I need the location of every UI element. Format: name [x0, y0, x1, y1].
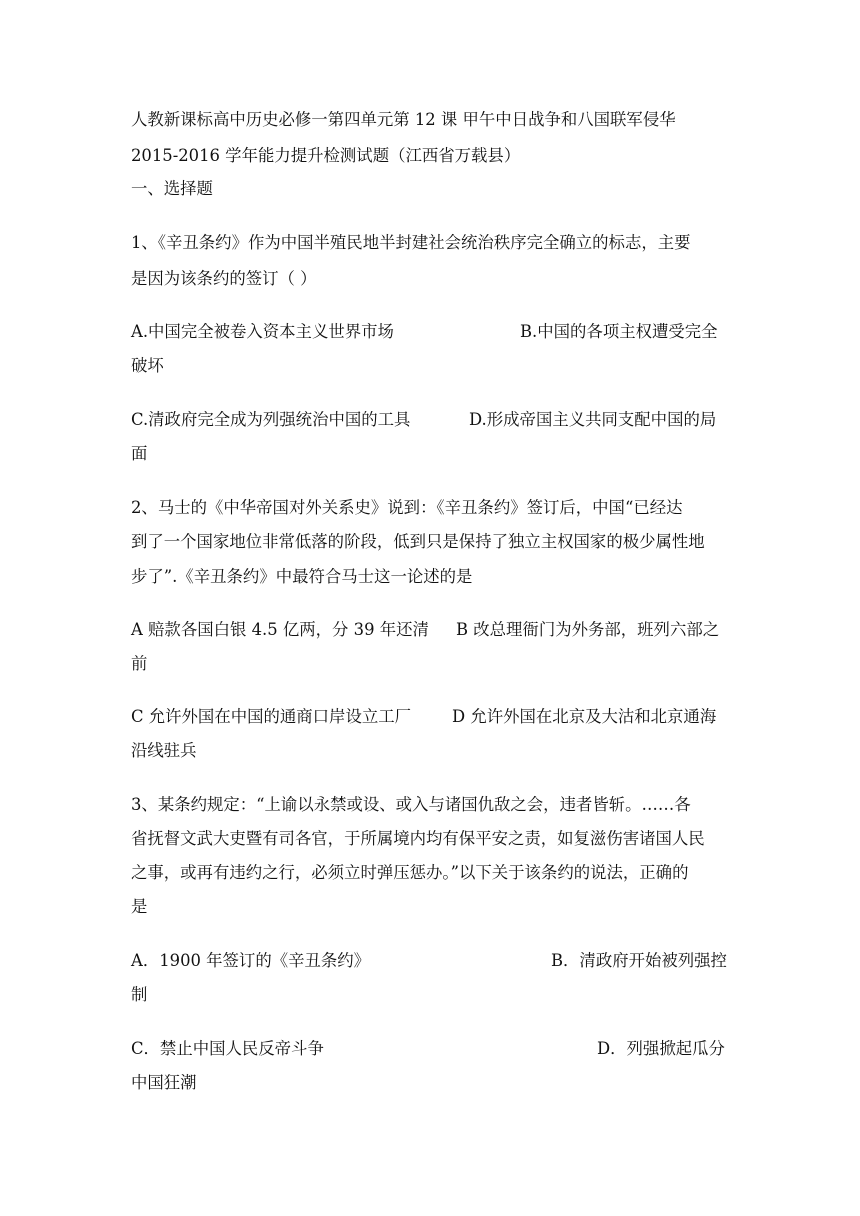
- question-2-option-d: D 允许外国在北京及大沽和北京通海: [452, 707, 717, 726]
- question-1-option-c: C.清政府完全成为列强统治中国的工具: [131, 410, 411, 429]
- question-3-option-b: B．清政府开始被列强控: [551, 951, 727, 970]
- section-heading: 一、选择题: [131, 179, 213, 198]
- question-1-stem-line-2: 是因为该条约的签订（ ）: [131, 269, 317, 288]
- question-3-stem-line-3: 之事，或再有违约之行，必须立时弹压惩办。”以下关于该条约的说法，正确的: [131, 863, 689, 882]
- question-1-option-b: B.中国的各项主权遭受完全: [520, 322, 718, 341]
- question-3-stem-line-2: 省抚督文武大吏暨有司各官，于所属境内均有保平安之责，如复滋伤害诸国人民: [131, 829, 705, 848]
- question-3-stem-line-1: 3、某条约规定：“上谕以永禁或设、或入与诸国仇敌之会，违者皆斩。……各: [131, 795, 691, 814]
- question-2-option-b: B 改总理衙门为外务部，班列六部之: [456, 620, 720, 639]
- question-2-stem-line-1: 2、马士的《中华帝国对外关系史》说到：《辛丑条约》签订后，中国“已经达: [131, 498, 683, 517]
- question-2-option-c: C 允许外国在中国的通商口岸设立工厂: [131, 707, 412, 726]
- question-2-stem-line-3: 步了”.《辛丑条约》中最符合马士这一论述的是: [131, 567, 473, 586]
- question-3-option-d: D．列强掀起瓜分: [597, 1039, 725, 1058]
- question-3-stem-line-4: 是: [131, 897, 148, 916]
- question-3-option-a: A．1900 年签订的《辛丑条约》: [131, 951, 371, 970]
- document-title-line-2: 2015-2016 学年能力提升检测试题（江西省万载县）: [131, 146, 521, 165]
- question-2-option-d-wrap: 沿线驻兵: [131, 741, 197, 760]
- question-2-option-b-wrap: 前: [131, 654, 148, 673]
- document-title-line-1: 人教新课标高中历史必修一第四单元第 12 课 甲午中日战争和八国联军侵华: [131, 110, 676, 129]
- question-3-option-c: C．禁止中国人民反帝斗争: [131, 1039, 324, 1058]
- question-1-option-a: A.中国完全被卷入资本主义世界市场: [131, 322, 394, 341]
- question-1-option-d: D.形成帝国主义共同支配中国的局: [469, 410, 717, 429]
- question-3-option-b-wrap: 制: [131, 985, 148, 1004]
- question-1-stem-line-1: 1、《辛丑条约》作为中国半殖民地半封建社会统治秩序完全确立的标志，主要: [131, 233, 691, 252]
- question-3-option-d-wrap: 中国狂潮: [131, 1073, 197, 1092]
- question-1-option-b-wrap: 破坏: [131, 356, 164, 375]
- question-1-option-d-wrap: 面: [131, 444, 148, 463]
- question-2-stem-line-2: 到了一个国家地位非常低落的阶段，低到只是保持了独立主权国家的极少属性地: [131, 532, 705, 551]
- question-2-option-a: A 赔款各国白银 4.5 亿两，分 39 年还清: [131, 620, 429, 639]
